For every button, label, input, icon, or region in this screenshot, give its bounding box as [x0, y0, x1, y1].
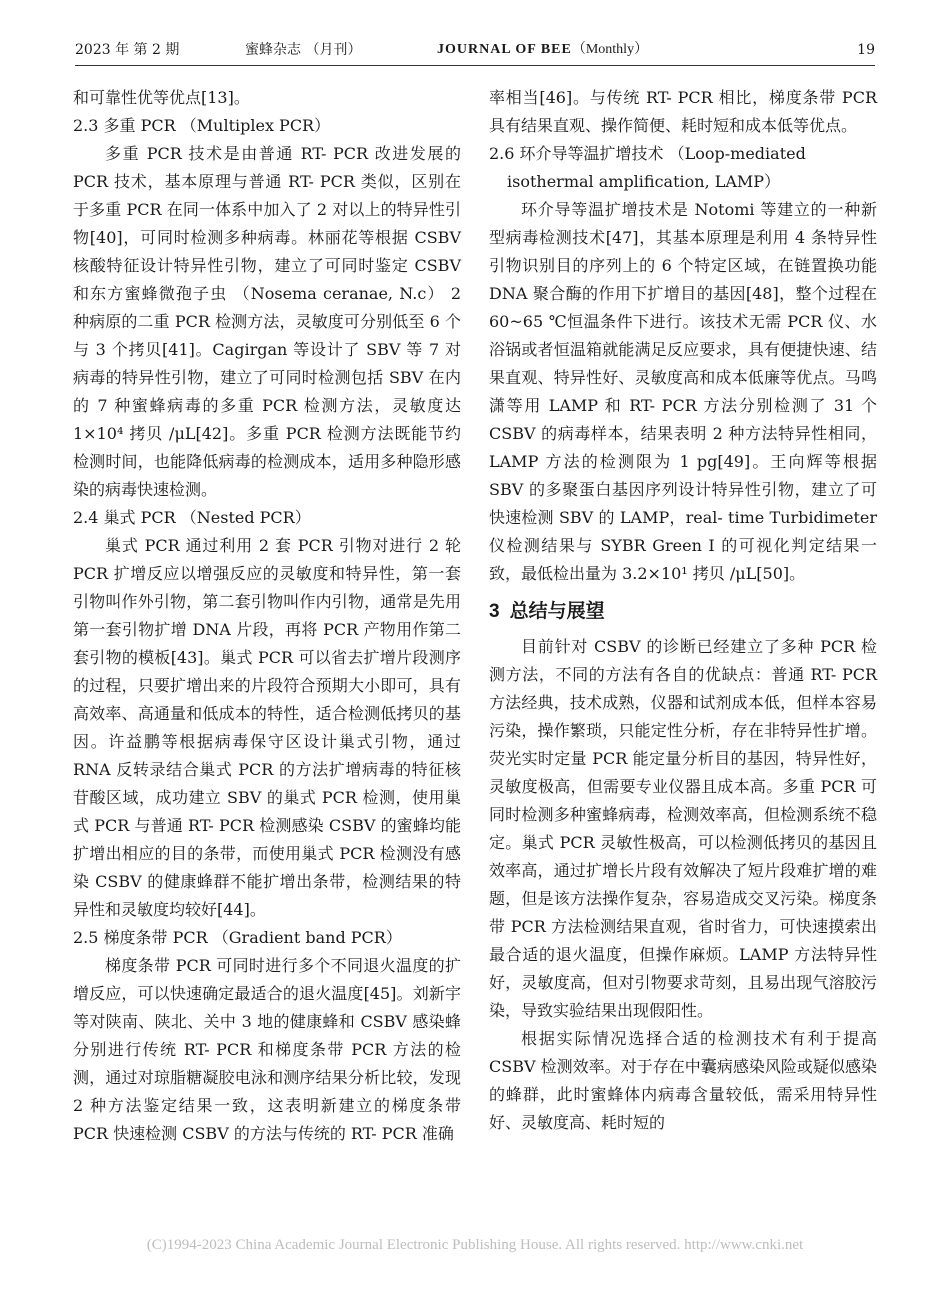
paragraph-outlook: 根据实际情况选择合适的检测技术有利于提高 CSBV 检测效率。对于存在中囊病感染风险或疑似感染的蜂群，此时蜜蜂体内病毒含量较低，需采用特异性好、灵敏度高、耗时短的 [489, 1029, 877, 1132]
paragraph-lamp: 环介导等温扩增技术是 Notomi 等建立的一种新型病毒检测技术[47]，其基本原理是利用 4 条特异性引物识别目的序列上的 6 个特定区域，在链置换功能 DNA 聚合酶的作用下扩增目的基因[48]，整个过程在 60~65 ℃恒温条件下进行。该技术无需 PCR 仪、水浴锅或者恒温箱就能满足反应要求，具有便捷快速、结果直观、特异性好、灵敏度高和成本低廉等优点。马鸣潇等用 LAMP 和 RT- PCR 方法分别检测了 31 个 CSBV 的病毒样本，结果表明 2 种方法特异性相同，LAMP 方法的检测限为 1 pg[49]。王向辉等根据 SBV 的多聚蛋白基因序列设计特异性引物，建立了可快速检测 SBV 的 LAMP，real- time Turbidimeter 仪检测结果与 SYBR Green I 的可视化判定结果一致，最低检出量为 3.2×10¹ 拷贝 /μL[50]。 [489, 200, 877, 583]
paragraph-continued-right: 率相当[46]。与传统 RT- PCR 相比，梯度条带 PCR 具有结果直观、操作简便、耗时短和成本低等优点。 [489, 88, 877, 135]
journal-frequency: （Monthly） [571, 42, 649, 57]
heading-2-3: 2.3 多重 PCR （Multiplex PCR） [73, 116, 331, 135]
heading-2-6-line2: isothermal amplification, LAMP） [507, 172, 781, 191]
page-number: 19 [857, 42, 875, 58]
paragraph-nested-pcr: 巢式 PCR 通过利用 2 套 PCR 引物对进行 2 轮 PCR 扩增反应以增强反应的灵敏度和特异性，第一套引物叫作外引物，第二套引物叫作内引物，通常是先用第一套引物扩增 DNA 片段，再将 PCR 产物用作第二套引物的模板[43]。巢式 PCR 可以省去扩增片段测序的过程，只要扩增出来的片段符合预期大小即可，具有高效率、高通量和低成本的特性，适合检测低拷贝的基因。许益鹏等根据病毒保守区设计巢式引物，通过 RNA 反转录结合巢式 PCR 的方法扩增病毒的特征核苷酸区域，成功建立 SBV 的巢式 PCR 检测，使用巢式 PCR 与普通 RT- PCR 检测感染 CSBV 的蜜蜂均能扩增出相应的目的条带，而使用巢式 PCR 检测没有感染 CSBV 的健康蜂群不能扩增出条带，检测结果的特异性和灵敏度均较好[44]。 [73, 536, 461, 919]
paragraph-continued: 和可靠性优等优点[13]。 [73, 88, 250, 107]
journal-title-cn: 蜜蜂杂志 （月刊） [245, 42, 362, 58]
right-column [489, 84, 877, 1137]
header-rule [75, 65, 875, 66]
copyright-footer: (C)1994-2023 China Academic Journal Electronic Publishing House. All rights reserved. http://www.cnki.net [146, 1237, 804, 1253]
paragraph-gradient-pcr: 梯度条带 PCR 可同时进行多个不同退火温度的扩增反应，可以快速确定最适合的退火温度[45]。刘新宇等对陕南、陕北、关中 3 地的健康蜂和 CSBV 感染蜂分别进行传统 RT- PCR 和梯度条带 PCR 方法的检测，通过对琼脂糖凝胶电泳和测序结果分析比较，发现 2 种方法鉴定结果一致，这表明新建立的梯度条带 PCR 快速检测 CSBV 的方法与传统的 RT- PCR 准确 [73, 956, 461, 1143]
heading-2-6 [489, 140, 877, 196]
left-column [73, 84, 461, 1148]
heading-2-6-line1: 2.6 环介导等温扩增技术 （Loop-mediated [489, 144, 806, 163]
section-title: 总结与展望 [509, 600, 605, 622]
paragraph-summary: 目前针对 CSBV 的诊断已经建立了多种 PCR 检测方法，不同的方法有各自的优缺点：普通 RT- PCR 方法经典，技术成熟，仪器和试剂成本低，但样本容易污染，操作繁琐，只能定性分析，存在非特异性扩增。荧光实时定量 PCR 能定量分析目的基因，特异性好，灵敏度极高，但需要专业仪器且成本高。多重 PCR 可同时检测多种蜜蜂病毒，检测效率高，但检测系统不稳定。巢式 PCR 灵敏性极高，可以检测低拷贝的基因且效率高，通过扩增长片段有效解决了短片段难扩增的难题，但是该方法操作复杂，容易造成交叉污染。梯度条带 PCR 方法检测结果直观，省时省力，可快速摸索出最合适的退火温度，但操作麻烦。LAMP 方法特异性好，灵敏度高，但对引物要求苛刻，且易出现气溶胶污染，导致实验结果出现假阳性。 [489, 637, 877, 1020]
heading-3 [489, 597, 877, 626]
issue-label: 2023 年 第 2 期 [75, 42, 180, 58]
section-number: 3 [489, 601, 500, 622]
journal-title-en-text: JOURNAL OF BEE [437, 42, 572, 57]
paragraph-multiplex-pcr: 多重 PCR 技术是由普通 RT- PCR 改进发展的 PCR 技术，基本原理与普通 RT- PCR 类似，区别在于多重 PCR 在同一体系中加入了 2 对以上的特异性引物[40]，可同时检测多种病毒。林丽花等根据 CSBV 核酸特征设计特异性引物，建立了可同时鉴定 CSBV 和东方蜜蜂微孢子虫 （Nosema ceranae, N.c） 2 种病原的二重 PCR 检测方法，灵敏度可分别低至 6 个与 3 个拷贝[41]。Cagirgan 等设计了 SBV 等 7 对病毒的特异性引物，建立了可同时检测包括 SBV 在内的 7 种蜜蜂病毒的多重 PCR 检测方法，灵敏度达 1×10⁴ 拷贝 /μL[42]。多重 PCR 检测方法既能节约检测时间，也能降低病毒的检测成本，适用多种隐形感染的病毒快速检测。 [73, 144, 461, 499]
heading-2-4: 2.4 巢式 PCR （Nested PCR） [73, 508, 311, 527]
running-header [75, 38, 875, 62]
journal-title-en [437, 38, 648, 62]
heading-2-5: 2.5 梯度条带 PCR （Gradient band PCR） [73, 928, 402, 947]
